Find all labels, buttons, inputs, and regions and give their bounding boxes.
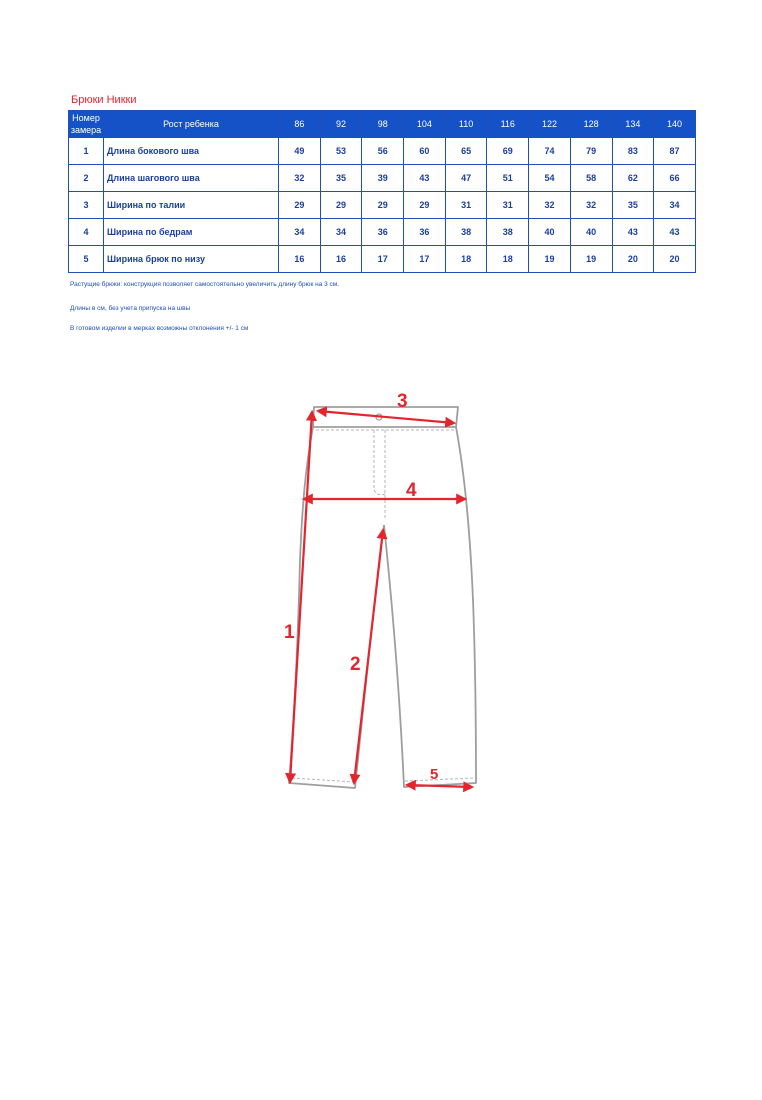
cell-value: 47 — [445, 165, 487, 192]
cell-value: 79 — [570, 138, 612, 165]
row-number: 5 — [69, 246, 104, 273]
label-2: 2 — [350, 654, 361, 675]
label-1: 1 — [284, 622, 295, 643]
cell-value: 32 — [570, 192, 612, 219]
cell-value: 40 — [529, 219, 571, 246]
cell-value: 34 — [320, 219, 362, 246]
row-number: 2 — [69, 165, 104, 192]
cell-value: 31 — [487, 192, 529, 219]
header-label: Рост ребенка — [104, 111, 279, 138]
cell-value: 40 — [570, 219, 612, 246]
label-4: 4 — [406, 480, 417, 501]
cell-value: 62 — [612, 165, 654, 192]
cell-value: 29 — [362, 192, 404, 219]
row-name: Длина бокового шва — [104, 138, 279, 165]
cell-value: 16 — [279, 246, 321, 273]
row-name: Длина шагового шва — [104, 165, 279, 192]
cell-value: 69 — [487, 138, 529, 165]
cell-value: 53 — [320, 138, 362, 165]
header-size: 104 — [404, 111, 446, 138]
cell-value: 32 — [279, 165, 321, 192]
cell-value: 74 — [529, 138, 571, 165]
row-number: 3 — [69, 192, 104, 219]
cell-value: 39 — [362, 165, 404, 192]
header-size: 116 — [487, 111, 529, 138]
cell-value: 34 — [654, 192, 696, 219]
cell-value: 18 — [487, 246, 529, 273]
cell-value: 43 — [404, 165, 446, 192]
cell-value: 35 — [320, 165, 362, 192]
header-size: 86 — [279, 111, 321, 138]
measurement-arrows — [290, 411, 472, 787]
cell-value: 54 — [529, 165, 571, 192]
cell-value: 87 — [654, 138, 696, 165]
header-size: 140 — [654, 111, 696, 138]
cell-value: 36 — [404, 219, 446, 246]
cell-value: 36 — [362, 219, 404, 246]
row-number: 1 — [69, 138, 104, 165]
pants-stitching — [292, 430, 474, 782]
cell-value: 29 — [404, 192, 446, 219]
cell-value: 43 — [654, 219, 696, 246]
row-number: 4 — [69, 219, 104, 246]
cell-value: 16 — [320, 246, 362, 273]
cell-value: 58 — [570, 165, 612, 192]
cell-value: 32 — [529, 192, 571, 219]
arrow-side-seam — [290, 412, 312, 782]
cell-value: 49 — [279, 138, 321, 165]
note-tolerance: В готовом изделии в мерках возможны отклонения +/- 1 см — [70, 325, 249, 332]
cell-value: 17 — [362, 246, 404, 273]
cell-value: 56 — [362, 138, 404, 165]
label-3: 3 — [397, 391, 408, 412]
cell-value: 19 — [529, 246, 571, 273]
header-size: 92 — [320, 111, 362, 138]
note-units: Длины в см, без учета припуска на швы — [70, 305, 191, 312]
cell-value: 17 — [404, 246, 446, 273]
header-number: Номер замера — [69, 111, 104, 138]
header-size: 128 — [570, 111, 612, 138]
pants-outline — [289, 407, 476, 788]
product-title: Брюки Никки — [71, 94, 137, 106]
header-size: 110 — [445, 111, 487, 138]
cell-value: 38 — [487, 219, 529, 246]
label-5: 5 — [430, 766, 439, 783]
row-name: Ширина по талии — [104, 192, 279, 219]
header-size: 122 — [529, 111, 571, 138]
cell-value: 43 — [612, 219, 654, 246]
cell-value: 20 — [612, 246, 654, 273]
arrow-waist — [318, 411, 454, 423]
cell-value: 35 — [612, 192, 654, 219]
header-size: 98 — [362, 111, 404, 138]
row-name: Ширина брюк по низу — [104, 246, 279, 273]
cell-value: 19 — [570, 246, 612, 273]
cell-value: 29 — [279, 192, 321, 219]
cell-value: 38 — [445, 219, 487, 246]
cell-value: 29 — [320, 192, 362, 219]
cell-value: 66 — [654, 165, 696, 192]
header-size: 134 — [612, 111, 654, 138]
cell-value: 18 — [445, 246, 487, 273]
cell-value: 51 — [487, 165, 529, 192]
row-name: Ширина по бедрам — [104, 219, 279, 246]
cell-value: 31 — [445, 192, 487, 219]
cell-value: 34 — [279, 219, 321, 246]
cell-value: 20 — [654, 246, 696, 273]
cell-value: 60 — [404, 138, 446, 165]
note-growth: Растущие брюки: конструкция позволяет самостоятельно увеличить длину брюк на 3 см. — [70, 281, 340, 288]
cell-value: 65 — [445, 138, 487, 165]
cell-value: 83 — [612, 138, 654, 165]
